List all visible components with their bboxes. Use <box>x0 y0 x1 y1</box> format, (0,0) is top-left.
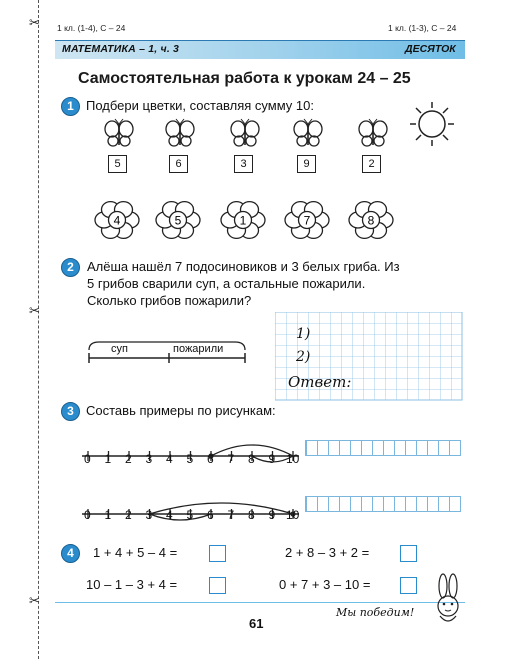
butterfly-icon <box>229 118 261 148</box>
footer-line <box>55 602 465 603</box>
segment-label-soup: суп <box>111 343 128 355</box>
butterfly-value-box: 5 <box>108 155 127 173</box>
handwriting-step-2: 2) <box>296 349 311 365</box>
tick-label: 7 <box>227 508 235 522</box>
tick-label: 6 <box>207 508 214 522</box>
expression: 2 + 8 – 3 + 2 = <box>285 545 370 560</box>
butterfly-icon <box>357 118 389 148</box>
task1-text: Подбери цветки, составляя сумму 10: <box>86 98 314 113</box>
header-subject: МАТЕМАТИКА – 1, ч. 3 <box>62 43 180 55</box>
page-code-left: 1 кл. (1-4), С – 24 <box>57 23 126 33</box>
tick-label: 8 <box>248 452 255 466</box>
page-code-right: 1 кл. (1-3), С – 24 <box>388 23 457 33</box>
flower-value: 5 <box>174 213 182 228</box>
tick-label: 10 <box>286 452 300 466</box>
tick-label: 9 <box>268 508 276 522</box>
tick-label: 0 <box>84 508 91 522</box>
footer-caption: Мы победим! <box>336 606 415 619</box>
answer-cells[interactable] <box>305 496 461 512</box>
scissors-icon: ✂ <box>29 593 40 608</box>
tick-label: 1 <box>104 452 112 466</box>
task2-line-1: Алёша нашёл 7 подосиновиков и 3 белых гриба. Из <box>87 259 400 274</box>
cut-line <box>38 0 39 659</box>
tick-label: 5 <box>186 508 194 522</box>
answer-cells[interactable] <box>305 440 461 456</box>
task3-text: Составь примеры по рисункам: <box>86 403 276 418</box>
task-number: 3 <box>61 402 80 421</box>
tick-label: 4 <box>166 452 173 466</box>
butterfly-value-box: 6 <box>169 155 188 173</box>
butterfly-icon <box>103 118 135 148</box>
answer-box[interactable] <box>400 545 417 562</box>
tick-label: 3 <box>145 508 153 522</box>
task2-line-3: Сколько грибов пожарили? <box>87 293 252 308</box>
flower-value: 1 <box>239 213 247 228</box>
tick-label: 2 <box>125 508 132 522</box>
expression: 1 + 4 + 5 – 4 = <box>93 545 178 560</box>
segment-label-fried: пожарили <box>173 343 224 355</box>
butterfly-value-box: 9 <box>297 155 316 173</box>
flower-value: 8 <box>367 213 375 228</box>
flower-value: 4 <box>113 213 121 228</box>
tick-label: 7 <box>227 452 235 466</box>
expression: 0 + 7 + 3 – 10 = <box>279 577 371 592</box>
butterfly-icon <box>164 118 196 148</box>
flower-icon <box>282 196 332 244</box>
page-title: Самостоятельная работа к урокам 24 – 25 <box>78 70 411 87</box>
tick-label: 2 <box>125 452 132 466</box>
butterfly-icon <box>292 118 324 148</box>
flower-icon <box>153 196 203 244</box>
tick-label: 6 <box>207 452 214 466</box>
page-number: 61 <box>249 616 264 631</box>
tick-label: 0 <box>84 452 91 466</box>
tick-label: 5 <box>186 452 194 466</box>
bunny-icon <box>428 572 468 628</box>
tick-label: 3 <box>145 452 153 466</box>
expression: 10 – 1 – 3 + 4 = <box>86 577 178 592</box>
handwriting-step-1: 1) <box>296 326 311 342</box>
task-number: 4 <box>61 544 80 563</box>
butterfly-value-box: 2 <box>362 155 381 173</box>
flower-icon <box>92 196 142 244</box>
tick-label: 8 <box>248 508 255 522</box>
task-number: 1 <box>61 97 80 116</box>
flower-value: 7 <box>303 213 311 228</box>
header-topic: ДЕСЯТОК <box>405 43 456 55</box>
task-number: 2 <box>61 258 80 277</box>
butterfly-value-box: 3 <box>234 155 253 173</box>
sun-icon <box>404 98 460 148</box>
flower-icon <box>218 196 268 244</box>
tick-label: 4 <box>166 508 173 522</box>
answer-box[interactable] <box>400 577 417 594</box>
answer-box[interactable] <box>209 577 226 594</box>
handwriting-answer: Ответ: <box>288 373 352 391</box>
tick-label: 10 <box>286 508 300 522</box>
tick-label: 9 <box>268 452 276 466</box>
scissors-icon: ✂ <box>29 303 40 318</box>
answer-box[interactable] <box>209 545 226 562</box>
tick-label: 1 <box>104 508 112 522</box>
task2-line-2: 5 грибов сварили суп, а остальные пожарили. <box>87 276 366 291</box>
flower-icon <box>346 196 396 244</box>
scissors-icon: ✂ <box>29 15 40 30</box>
